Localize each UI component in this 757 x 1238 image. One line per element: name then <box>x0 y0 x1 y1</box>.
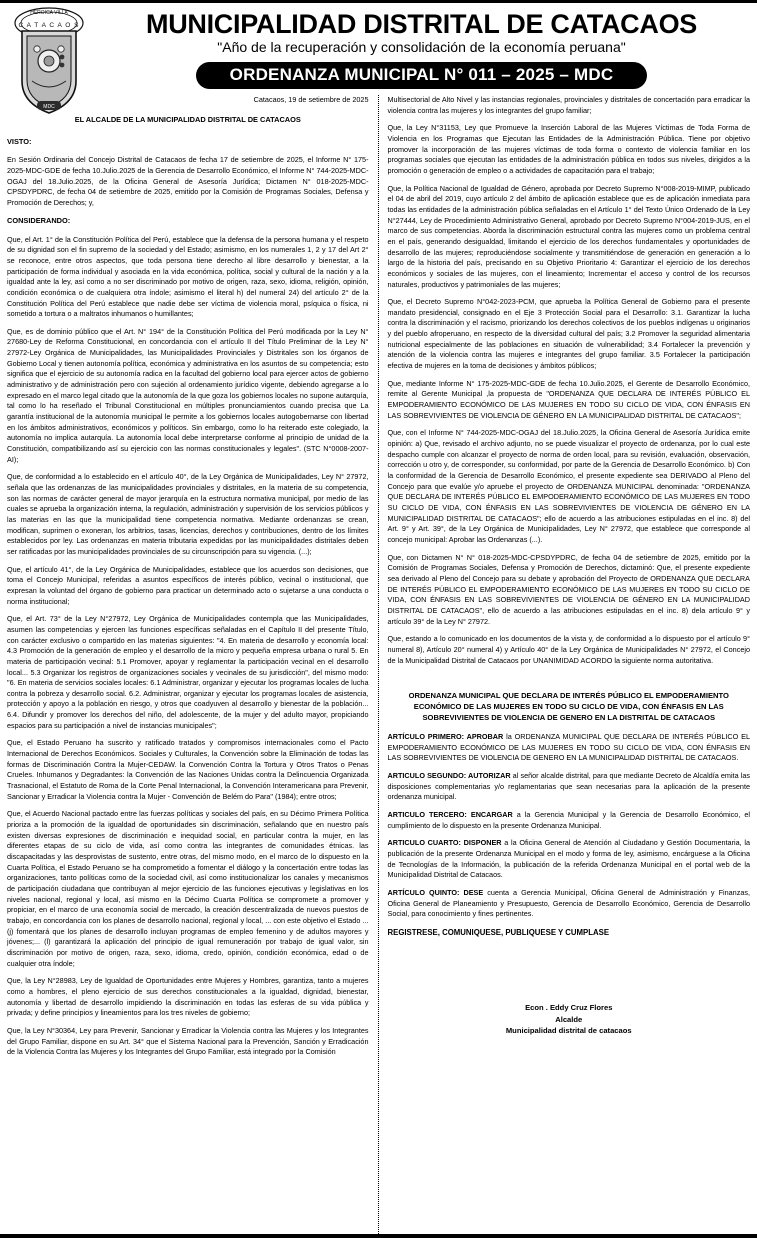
signature-block <box>388 1002 751 1036</box>
considerando-label: CONSIDERANDO: <box>7 215 71 225</box>
article-primero-lead: ARTÍCULO PRIMERO: APROBAR <box>387 732 504 742</box>
signature-entity: Municipalidad distrital de catacaos <box>505 1026 632 1036</box>
article-quinto <box>388 888 751 920</box>
header-text-block <box>96 3 747 89</box>
article-primero <box>388 732 751 764</box>
mayor-role: Alcalde <box>555 1014 583 1024</box>
considerando-paragraph: Que, es de dominio público que el Art. N° 194° de la Constitución Política del Perú modificada por la Ley N° 27680-Ley de Reforma Constitucional, en concordancia con el artículo II del Título Preliminar de la Ley N° 27972-Ley Orgánica de Municipalidades, las Municipalidades Provinciales y Distritales son los órganos de Gobierno Local y tienen autonomía política, económica y administrativa en los asuntos de su competencia; esto significa que el ejercicio de su autonomía radica en la facultad del gobierno local para ejercer actos de gobierno administrativo y de administración pero con sujeción al ordenamiento jurídico vigente, debiendo agregarse a lo expresado en el marco legal citado que la autonomía de la que goza los gobiernos locales no supone autarquía, tal como lo ha reseñado el Tribunal Constitucional en múltiples pronunciamientos cuando precisa que La garantía institucional de la autonomía municipal le permite a los gobiernos locales autogobernarse con libertad en los ámbitos administrativos, económicos y políticos. Sin embargo, como lo ha reiterado este colegiado, la autonomía no implica autarquía. La autonomía local debe interpretarse conforme al principio de unidad de la Constitución, compatibilizando así su ejercicio con las normas constitucionales y legales". (STC N°0008-2007-AI); <box>7 326 369 464</box>
article-quinto-lead: ARTÍCULO QUINTO: DESE <box>387 888 484 898</box>
considerando-paragraph: Multisectorial de Alto Nivel y las instancias regionales, provinciales y distritales de concertación para erradicar la violencia contra las mujeres y los integrantes del grupo familiar; <box>387 95 750 115</box>
article-tercero-lead: ARTICULO TERCERO: ENCARGAR <box>387 810 513 820</box>
article-segundo-lead: ARTICULO SEGUNDO: AUTORIZAR <box>387 771 511 781</box>
year-slogan: "Año de la recuperación y consolidación de la economía peruana" <box>217 39 626 55</box>
considerando-paragraph: Que, de conformidad a lo establecido en el artículo 40°, de la Ley Orgánica de Municipalidades, Ley N° 27972, señala que las ordenanzas de las municipalidades provinciales y distritales, en la materia de su competencia, son las normas de carácter general de mayor jerarquía en la estructura normativa municipal, por medio de las cuales se aprueba la organización interna, la regulación, administración y supervisión de los servicios públicos y las materias en las que la municipalidad tiene competencia normativa. Mediante ordenanzas se crean, modifican, suprimen o exoneran, los arbitrios, tasas, licencias, derechos y contribuciones, dentro de los límites establecidos por ley. Las ordenanzas en materia tributaria expedidas por las municipalidades distritales deben ser ratificadas por las municipalidades provinciales de su circunscripción para su vigencia. (...); <box>7 472 369 556</box>
article-cuarto-lead: ARTICULO CUARTO: DISPONER <box>387 838 502 848</box>
article-tercero <box>388 810 751 831</box>
considerando-paragraph: Que, el Art. 73° de la Ley N°27972, Ley Orgánica de Municipalidades contempla que las Municipalidades, asumen las competencias y ejercen las funciones específicas señaladas en el Capítulo II del presente Título, con carácter exclusivo o compartido en las materias siguientes: "4. En materia de desarrollo y economía local: 4.3 Promoción de la generación de empleo y el desarrollo de la micro y pequeña empresa urbana o rural 5. En materia de participación vecinal: 5.1 Promover, apoyar y reglamentar la participación vecinal en el desarrollo local... 5.3 Organizar los registros de organizaciones sociales y vecinales de su jurisdicción", del mismo modo: "6. En materia de servicios sociales locales: 6.1 Administrar, organizar y ejecutar los programas locales de lucha contra la pobreza y desarrollo social. 6.2. Administrar, organizar y ejecutar los programas locales de asistencia, protección y apoyo a la población en riesgo, y otros que coadyuven al desarrollo y bienestar de la población... 6.4. Difundir y promover los derechos del niño, del adolescente, de la mujer y del adulto mayor, propiciando espacios para su participación a nivel de instancias municipales"; <box>7 614 369 730</box>
considerando-paragraph: Que, el Decreto Supremo N°042-2023-PCM, que aprueba la Política General de Gobierno para el presente mandato presidencial, consignado en el Eje 3 Protección Social para el Desarrollo: 3.1. Garantizar la lucha contra la discriminación y el racismo, priorizando los derechos colectivos de los pueblos indígenas u originarios y del pueblo afroperuano, en respecto de la diversidad cultural del país; 3.2 Promover la seguridad alimentaria nutricional especialmente de las poblaciones en situación de vulnerabilidad; 3.4 Fortalecer la prevención y atención de la violencia contra las mujeres e integrantes del grupo familiar. 3.5 Fortalecer la participación efectiva de mujeres en la toma de decisiones y ámbitos públicos; <box>387 297 750 371</box>
left-column <box>7 95 379 1234</box>
ordinance-heading: ORDENANZA MUNICIPAL QUE DECLARA DE INTERÉS PÚBLICO EL EMPODERAMIENTO ECONÓMICO DE LAS MUJERES EN TODO SU CICLO DE VIDA, CON ÉNFASIS EN LAS SOBREVIVIENTES DE VIOLENCIA DE GENERO EN LA DISTRITAL DE CATACAOS <box>408 691 729 723</box>
considerando-paragraph: Que, el Estado Peruano ha suscrito y ratificado tratados y compromisos internacionales como el Pacto Internacional de Derechos Económicos. Sociales y Culturales, la Convención sobre la Eliminación de todas las formas de Discriminación Contra la Mujer-CEDAW. la Convención Contra la Tortura y Otros Tratos o Penas Crueles. Inhumanos y Degradantes: la Convención de las Naciones Unidas contra la Delincuencia Organizada Trasnacional, el Estatuto de Roma de la Corte Penal Internacional, la Convención Interamericana para Prevenir, Sancionar y Erradicar la Violencia contra la Mujer - Convención de Belém do Para" (1984); entre otros; <box>7 738 369 801</box>
issue-date: Catacaos, 19 de setiembre de 2025 <box>253 95 369 104</box>
article-primero-text: la ORDENANZA MUNICIPAL QUE DECLARA DE INTERÉS PÚBLICO EL EMPODERAMIENTO ECONÓMICO DE LAS MUJERES EN TODO SU CICLO DE VIDA, CON ÉNFASIS EN LAS SOBREVIVIENTES DE VIOLENCIA DE GENERO EN LA MUNICIPALIDAD DISTRITAL DE CATACAOS. <box>387 732 750 763</box>
article-quinto-text: cuenta a Gerencia Municipal, Oficina General de Administración y Finanzas, Oficina General de Planeamiento y Presupuesto, Gerencia de Desarrollo Económico, Gerencia de Desarrollo Social, para conocimiento y fines pertinentes. <box>387 888 751 919</box>
svg-text:HEROICA VILLA: HEROICA VILLA <box>30 10 68 16</box>
article-cuarto-text: a la Oficina General de Atención al Ciudadano y Gestión Documentaria, la publicación de la presente Ordenanza Municipal en el modo y forma de ley, asimismo, encárguese a la Oficina de Tecnologías de la Información, la publicación de la referida Ordenanza Municipal en el portal web de la Municipalidad Distrital de Catacaos. <box>387 838 750 880</box>
svg-text:C A T A C A O S: C A T A C A O S <box>18 22 80 29</box>
article-cuarto <box>388 838 751 881</box>
right-column <box>379 95 751 1234</box>
considerando-paragraph: Que, con Dictamen N° N° 018-2025-MDC-CPSDYPDRC, de fecha 04 de setiembre de 2025, emitido por la Comisión de Programas Sociales, Defensa y Promoción de Derechos, dictaminó: Que, el presente expediente sea derivado al Pleno del Concejo para su debate y aprobación del Proyecto de ORDENANZA QUE DECLARA DE INTERÉS PÚBLICO EL EMPODERAMIENTO ECONÓMICO DE LAS MUJERES EN TODO SU CICLO DE VIDA, CON ÉNFASIS EN LAS SOBREVIVIENTES DE VIOLENCIA DE GÉNERO EN LA MUNICIPALIDAD DISTRITAL DE CATACAOS", ello de acuerdo a las atribuciones estipuladas en el inc. 8) dela artículo 9° y artículo 39° de la Ley N° 27972. <box>387 552 750 626</box>
considerando-paragraph: Que, el Acuerdo Nacional pactado entre las fuerzas políticas y sociales del país, en su Décimo Primera Política prioriza a la promoción de la igualdad de oportunidades sin discriminación, señalando que en nuestro país existen diversas expresiones de discriminación e inequidad social, en particular contra la mujer, en las diferentes etapas de su ciclo de vida, así como contra las integrantes de comunidades étnicas. las discapacitadas y las desprovistas de sustento, entre otras, del mismo modo, en el marco de lo dispuesto en la Cuarta Política, el Estado Peruano se ha comprometido a fomentar el diálogo y la concertación entre todas las organizaciones, tanto políticas como de la sociedad civil, así como institucionalizar los canales y mecanismos de participación ciudadana que contribuyan al mejor ejercicio de las funciones ejecutivas y legislativas en los niveles nacional, regional y local, así mismo en la Décimo Cuarta Política se compromete a promover y propiciar, en el marco de una economía social de mercado, la creación descentralizada de nuevos puestos de trabajo, en concordancia con los planes de desarrollo nacional, regional y local, ... con este objetivo el Estado ...(j) fomentará que los planes de desarrollo incluyan programas de empleo femenino y de adultos mayores y jóvenes;... (l) garantizará la aplicación del principio de igual remuneración por trabajo de igual valor, sin discriminación por motivo de origen, raza, sexo, idioma, credo, opinión, condición económica, edad o de cualquier otra índole; <box>7 809 369 968</box>
article-segundo-text: al señor alcalde distrital, para que mediante Decreto de Alcaldía emita las disposiciones complementarias y/o reglamentarias que sean necesarias para la aplicación de la presente ordenanza municipal. <box>387 771 750 802</box>
municipality-title: MUNICIPALIDAD DISTRITAL DE CATACAOS <box>146 9 697 39</box>
closing-formula: REGISTRESE, COMUNIQUESE, PUBLIQUESE Y CUMPLASE <box>387 928 610 937</box>
document-body <box>0 95 757 1234</box>
mayor-heading: EL ALCALDE DE LA MUNICIPALIDAD DISTRITAL DE CATACAOS <box>74 114 301 124</box>
visto-label: VISTO: <box>7 136 32 146</box>
svg-text:MDC: MDC <box>43 104 55 110</box>
considerando-paragraph: Que, estando a lo comunicado en los documentos de la vista y, de conformidad a lo dispuesto por el artículo 9° numeral 8), Artículo 20° numeral 4) y Artículo 40° de la Ley Orgánica de Municipalidades N° 27972, el Concejo de la Municipalidad Distrital de Catacaos por UNANIMIDAD ACORDO la siguiente norma autoritativa. <box>387 634 750 665</box>
considerando-paragraph: Que, mediante Informe N° 175-2025-MDC-GDE de fecha 10.Julio.2025, el Gerente de Desarrollo Económico, remite al Gerente Municipal ,la propuesta de "ORDENANZA QUE DECLARA DE INTERÉS PÚBLICO EL EMPODERAMIENTO ECONÓMICO DE LAS MUJERES EN TODO SU CICLO DE VIDA, CON ÉNFASIS EN LAS SOBREVIVIENTES DE VIOLENCIA DE GÉNERO EN LA MUNICIPALIDAD DISTRITAL DE CATACAOS"; <box>387 378 750 420</box>
visto-paragraph: En Sesión Ordinaria del Concejo Distrital de Catacaos de fecha 17 de setiembre de 2025, el Informe N° 175-2025-MDC-GDE de fecha 10.Julio.2025 de la Gerencia de Desarrollo Económico, el Informe N° 744-2025-MDC-OGAJ del 18.Julio.2025, de la Oficina General de Asesoría Jurídica; Dictamen N° 018-2025-MDC- CPSDYPDRC, de fecha 04 de setiembre de 2025, emitido por la Comisión de Programas Sociales, Defensa y Promoción de Derechos; y, <box>7 155 369 208</box>
mayor-name: Econ . Eddy Cruz Flores <box>525 1003 613 1013</box>
considerando-paragraph: Que, el Art. 1° de la Constitución Política del Perú, establece que la defensa de la persona humana y el respeto de su dignidad son el fin supremo de la sociedad y del Estado; asimismo, en los numerales 1, 2 y 17 del Art 2° se reconoce, entre otros aspectos, que toda persona tiene derecho al libre desarrollo y bienestar, a la participación de forma individual y asociada en la vida económica, política, social y cultural de la nación y a la igualdad ante la ley, así como a no ser discriminado por motivo de origen, raza, sexo, idioma, religión, opinión, condición económica o de cualquiera otra índole; asimismo el literal h) del numeral 24) del artículo 2° de la Constitución Política del Perú establece que nadie debe ser víctima de violencia moral, psíquica o física, ni sometido a tortura o a maltratos inhumanos o humillantes; <box>7 234 369 319</box>
ordinance-number-badge: ORDENANZA MUNICIPAL N° 011 – 2025 – MDC <box>196 62 648 89</box>
considerando-paragraph: Que, la Ley N°31153, Ley que Promueve la Inserción Laboral de las Mujeres Víctimas de Toda Forma de Violencia en los Programas que Ejecutan las Entidades de la Administración Pública. Tiene por objetivo promover la incorporación de las mujeres víctimas de toda forma o contexto de violencia familiar en los programas sociales que ejecutan las entidades de la administración pública en todos sus niveles, dirigidos a la promoción o generación de empleo o a actividades de capacitación para el trabajo; <box>387 123 750 175</box>
article-segundo <box>388 771 751 803</box>
article-tercero-text: a la Gerencia Municipal y la Gerencia de Desarrollo Económico, el cumplimiento de lo dispuesto en la presente Ordenanza Municipal. <box>387 810 751 830</box>
considerando-paragraph: Que, la Ley N°28983, Ley de Igualdad de Oportunidades entre Mujeres y Hombres, garantiza, tanto a mujeres como a hombres, el pleno ejercicio de sus derechos constitucionales a la igualdad, dignidad, bienestar, autonomía y libertad de desarrollo impidiendo la discriminación en todas las esferas de su vida pública y privada; y define principios y lineamientos para los tres niveles de gobierno; <box>7 976 369 1018</box>
heading-spacer <box>388 673 751 690</box>
considerando-paragraph: Que, el artículo 41°, de la Ley Orgánica de Municipalidades, establece que los acuerdos son decisiones, que toma el Concejo Municipal, referidas a asuntos específicos de interés público, vecinal o institucional, que expresan la voluntad del órgano de gobierno para practicar un determinado acto o sujetarse a una conducta o norma institucional; <box>7 564 369 606</box>
considerando-paragraph: Que, la Ley N°30364, Ley para Prevenir, Sancionar y Erradicar la Violencia contra las Mujeres y los Integrantes del Grupo Familiar, dispone en su Art. 34° que el Sistema Nacional para la Prevención, Sanción y Erradicación de la Violencia Contra las Mujeres y los Integrantes del Grupo Familiar, está integrado por la Comisión <box>7 1025 369 1057</box>
considerando-paragraph: Que, con el Informe N° 744-2025-MDC-OGAJ del 18.Julio.2025, la Oficina General de Asesoría Jurídica emite opinión: a) Que, revisado el archivo adjunto, no se puede visualizar el proyecto de ordenanza, por lo cual este despacho cumple con alcanzar el proyecto de norma de orden local, para su revisión, evaluación, observación, corrección u otro y, de corresponder, su conformidad, por parte de la Gerencia de Desarrollo Económico. b) Con la conformidad de la Gerencia de Desarrollo Económico, el presente expediente sea DERIVADO al Pleno del Concejo para que evalúe y/o apruebe el proyecto de ORDENANZA MUNICIPAL denominada: "ORDENANZA QUE DECLARA DE INTERÉS PÚBLICO EL EMPODERAMIENTO ECONÓMICO DE LAS MUJERES EN TODO SU CICLO DE VIDA, CON ÉNFASIS EN LAS SOBREVIVIENTES DE VIOLENCIA DE GÉNERO EN LA MUNICIPALIDAD DISTRITAL DE CATACAOS"; ello de acuerdo a las atribuciones estipuladas en el inc. 8) del Art. 9° y Art. 39°, de la Ley Orgánica de Municipalidades, Ley N° 27972, que establece que corresponde al concejo municipal: Aprobar las Ordenanzas (...). <box>387 428 750 544</box>
considerando-paragraph: Que, la Política Nacional de Igualdad de Género, aprobada por Decreto Supremo N°008-2019-MIMP, publicado el 04 de abril del 2019, cuyo artículo 2 del ámbito de aplicación establece que es de aplicación inmediata para todas las entidades de la administración pública señaladas en el Artículo 1° del Texto Único Ordenado de la Ley N°27444, Ley de Procedimiento Administrativo General, aprobado por Decreto Supremo N°004-2019-JUS, en el marco de sus competencias. Aborda la discriminación estructural contra las mujeres como un problema central en el país, generando desigualdad, limitando el ejercicio de los derechos fundamentales y oportunidades de desarrollo de las mujeres; reproduciéndose socialmente y transmitiéndose de generación en generación a lo largo de la historia del país, precisando en su Objetivo Prioritario 4: Garantizar el ejercicio de los derechos económicos y sociales de las mujeres, con el lineamiento; Incrementar el acceso y control de los recursos naturales, productivos y patrimoniales de las mujeres; <box>387 183 750 289</box>
